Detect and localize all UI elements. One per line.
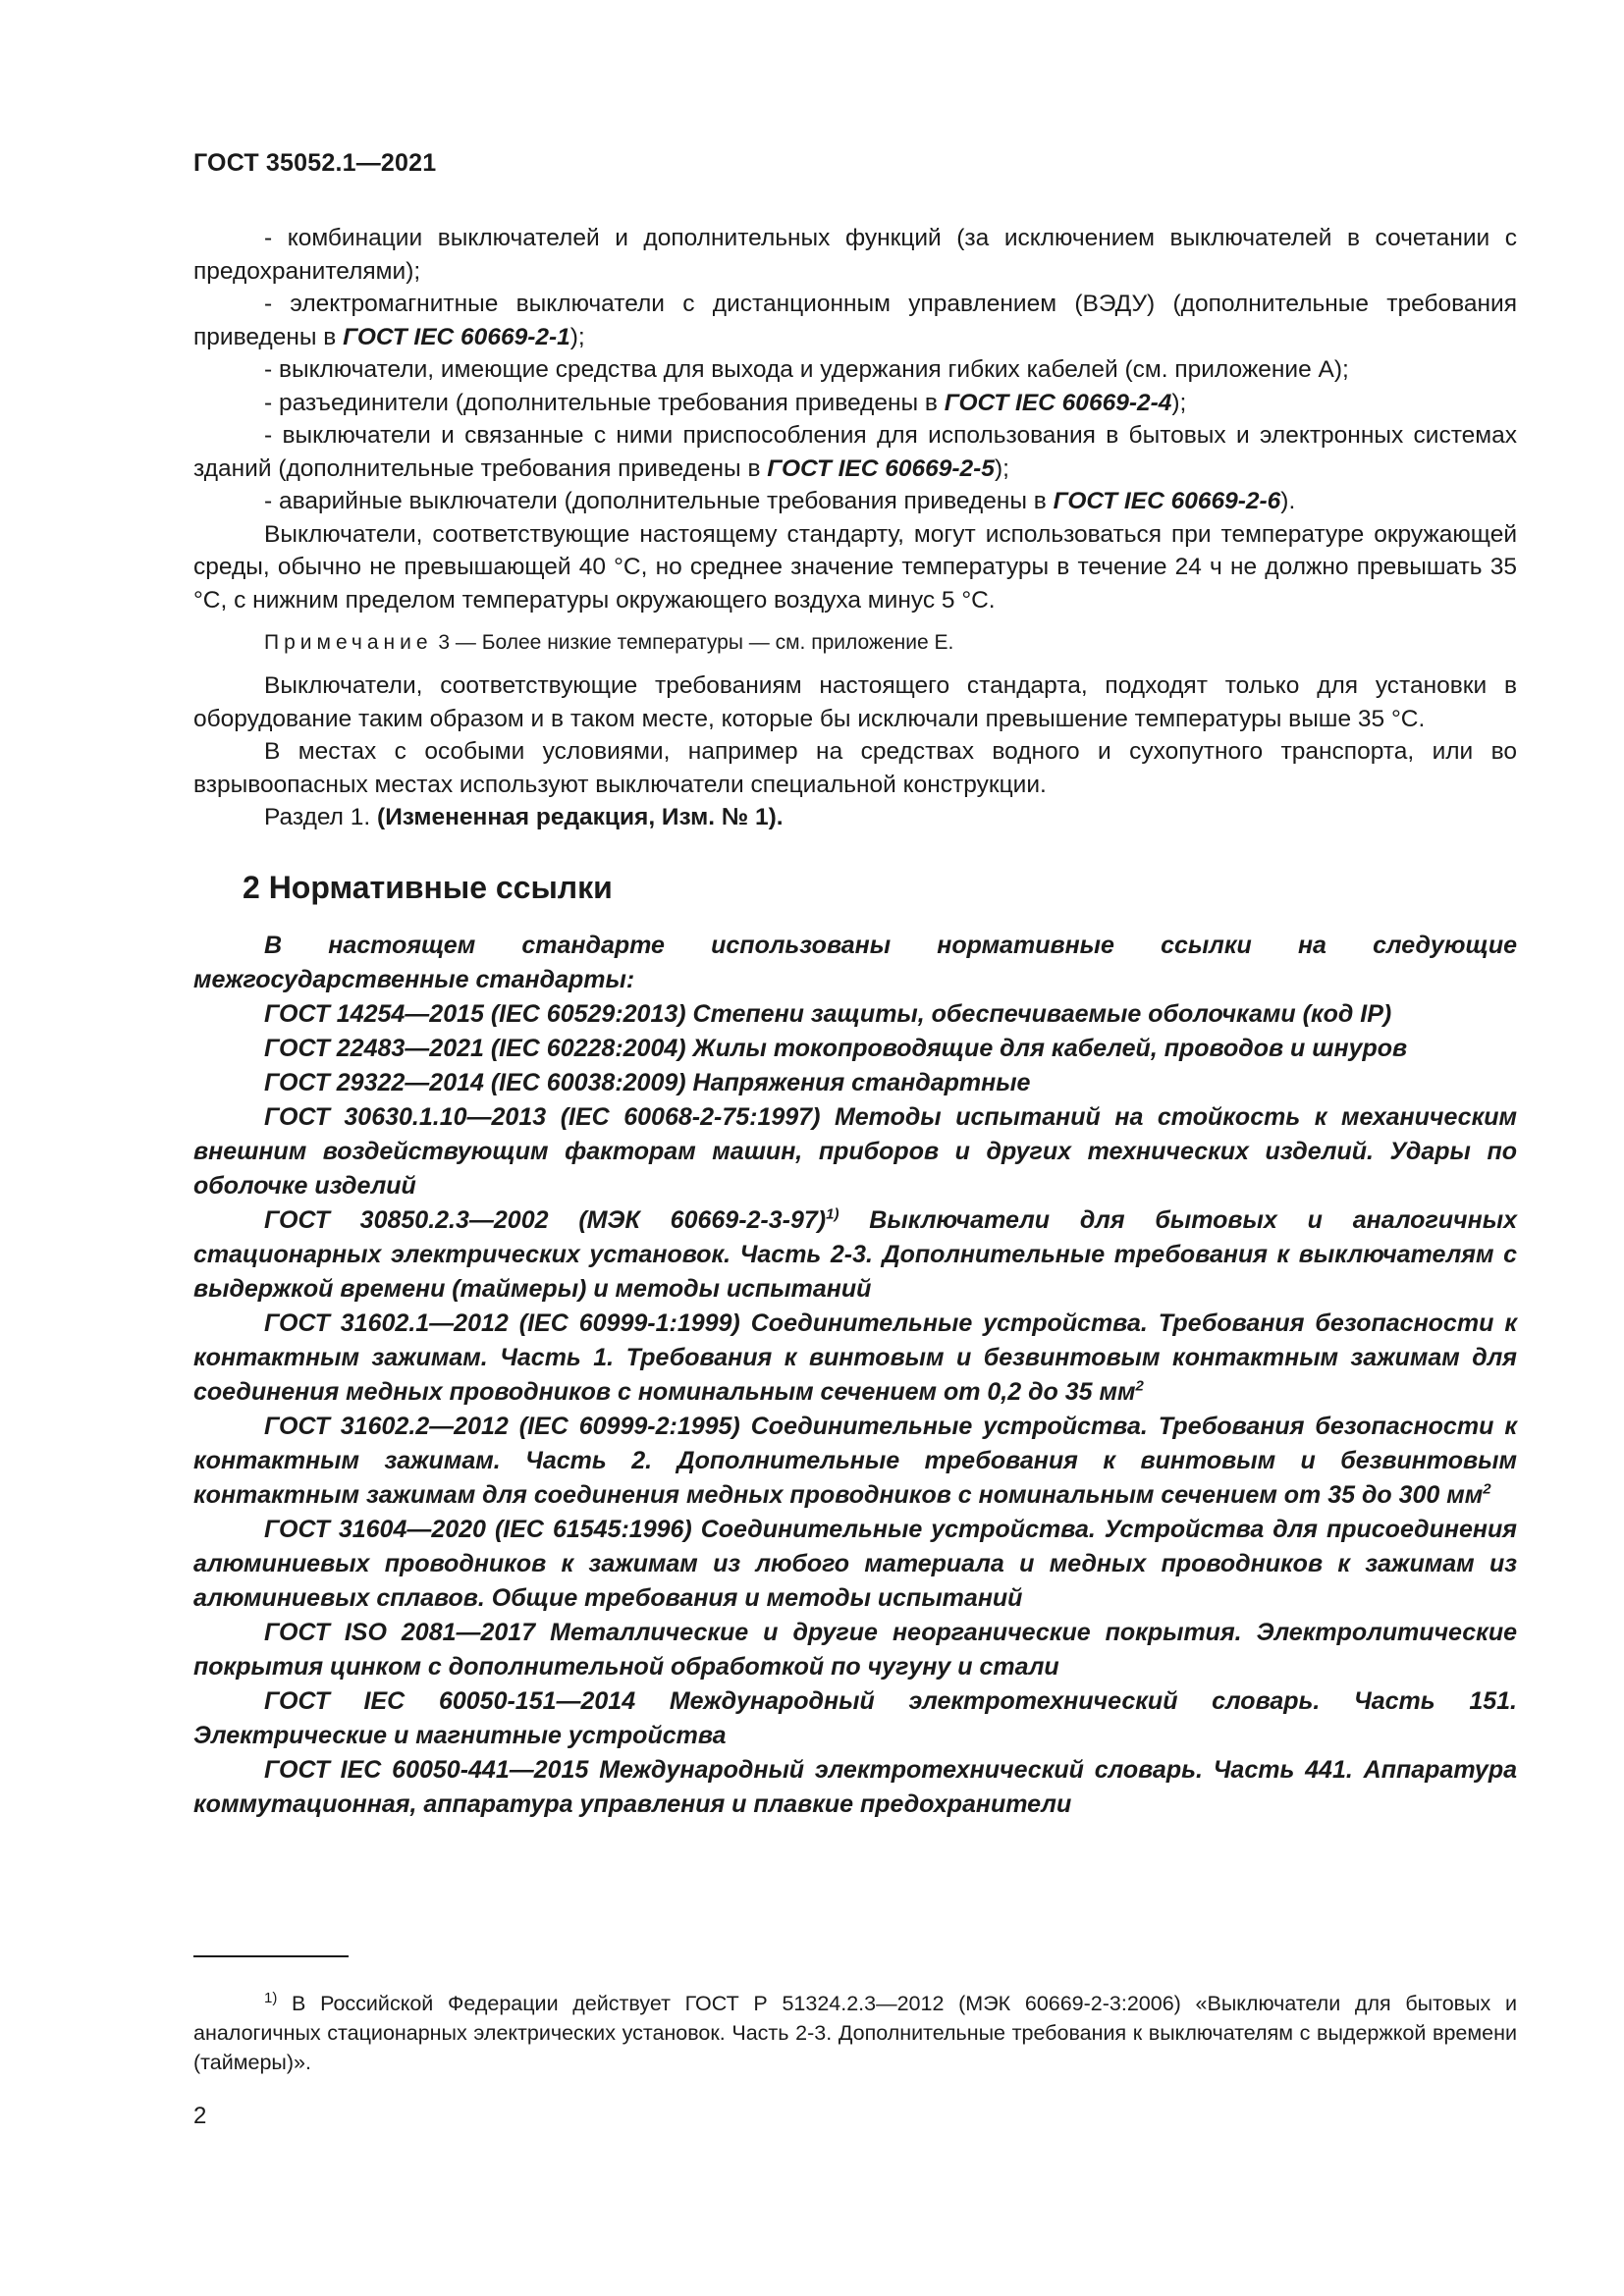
reference-item: ГОСТ 31602.2—2012 (IEC 60999-2:1995) Соединительные устройства. Требования безопасности к контактным зажимам. Часть 2. Дополнительные требования к винтовым и безвинтовым контактным зажимам для соединения медных проводников с номинальным сечением от 35 до 300 $мм^2$ xyxy=(193,1412,1517,1509)
list-item: - разъединители (дополнительные требования приведены в ГОСТ IEC 60669-2-4); xyxy=(264,389,1187,416)
section-title: 2 Нормативные ссылки xyxy=(243,869,613,905)
paragraph-temperature: Выключатели, соответствующие настоящему стандарту, могут использоваться при температуре окружающей среды, обычно не превышающей 40 °С, но среднее значение температуры в течение 24 ч не должно превышать 35 °С, с нижним пределом температуры окружающего воздуха минус 5 °С. xyxy=(193,520,1517,614)
reference-item: ГОСТ 30850.2.3—2002 (МЭК 60669-2-3-97)$^{1)}$ Выключатели для бытовых и аналогичных стационарных электрических установок. Часть 2-3. Дополнительные требования к выключателям с выдержкой времени (таймеры) и методы испытаний xyxy=(193,1205,1517,1303)
reference-item: ГОСТ 31602.1—2012 (IEC 60999-1:1999) Соединительные устройства. Требования безопасности к контактным зажимам. Часть 1. Требования к винтовым и безвинтовым контактным зажимам для соединения медных проводников с номинальным сечением от 0,2 до 35 $мм^2$ xyxy=(193,1308,1517,1406)
reference-item: ГОСТ 14254—2015 (IEC 60529:2013) Степени защиты, обеспечиваемые оболочками (код IP) xyxy=(264,999,1392,1028)
footnote-divider xyxy=(193,1955,349,1957)
reference-item: ГОСТ 22483—2021 (IEC 60228:2004) Жилы токопроводящие для кабелей, проводов и шнуров xyxy=(264,1034,1408,1062)
footnote-marker: 1) xyxy=(264,1989,278,2006)
list-item: - аварийные выключатели (дополнительные требования приведены в ГОСТ IEC 60669-2-6). xyxy=(264,488,1296,514)
paragraph-installation: Выключатели, соответствующие требованиям настоящего стандарта, подходят только для установки в оборудование таким образом и в таком месте, которые бы исключали превышение температуры выше 35 °С. xyxy=(193,672,1517,732)
list-item: - выключатели, имеющие средства для выхода и удержания гибких кабелей (см. приложение А); xyxy=(264,356,1349,383)
document-header: ГОСТ 35052.1—2021 xyxy=(193,149,437,177)
reference-item: ГОСТ IEC 60050-151—2014 Международный электротехнический словарь. Часть 151. Электрические и магнитные устройства xyxy=(193,1686,1517,1749)
list-item: - выключатели и связанные с ними приспособления для использования в бытовых и электронных системах зданий (дополнительные требования приведены в ГОСТ IEC 60669-2-5); xyxy=(193,422,1517,482)
footnote-marker: 1) xyxy=(826,1205,839,1223)
document-body xyxy=(193,222,1517,1822)
list-item: - электромагнитные выключатели с дистанционным управлением (ВЭДУ) (дополнительные требования приведены в ГОСТ IEC 60669-2-1); xyxy=(193,291,1517,350)
reference-item: ГОСТ IEC 60050-441—2015 Международный электротехнический словарь. Часть 441. Аппаратура коммутационная, аппаратура управления и плавкие предохранители xyxy=(193,1755,1517,1818)
reference-item: ГОСТ 30630.1.10—2013 (IEC 60068-2-75:1997) Методы испытаний на стойкость к механическим внешним воздействующим факторам машин, приборов и других технических изделий. Удары по оболочке изделий xyxy=(193,1102,1517,1200)
page-number: 2 xyxy=(193,2103,207,2129)
paragraph-edition: Раздел 1. (Измененная редакция, Изм. № 1). xyxy=(264,804,784,830)
note-label: Примечание xyxy=(264,631,433,654)
references-intro: В настоящем стандарте использованы нормативные ссылки на следующие межгосударственные стандарты: xyxy=(193,931,1517,993)
note xyxy=(193,628,1517,658)
standard-reference: ГОСТ IEC 60669-2-1 xyxy=(343,323,570,350)
standard-reference: ГОСТ IEC 60669-2-4 xyxy=(944,389,1172,416)
paragraph-special-conditions: В местах с особыми условиями, например на средствах водного и сухопутного транспорта, или во взрывоопасных местах используют выключатели специальной конструкции. xyxy=(193,738,1517,798)
list-item: - комбинации выключателей и дополнительных функций (за исключением выключателей в сочетании с предохранителями); xyxy=(193,225,1517,285)
footnote: $^{1)}$ В Российской Федерации действует ГОСТ Р 51324.2.3—2012 (МЭК 60669-2-3:2006) «Выключатели для бытовых и аналогичных стационарных электрических установок. Часть 2-3. Дополнительные требования к выключателям с выдержкой времени (таймеры)». xyxy=(193,1989,1517,2074)
reference-item: ГОСТ 29322—2014 (IEC 60038:2009) Напряжения стандартные xyxy=(264,1068,1031,1096)
standard-reference: ГОСТ IEC 60669-2-6 xyxy=(1053,488,1281,514)
note-text: 3 — Более низкие температуры — см. приложение Е. xyxy=(438,631,954,654)
reference-item: ГОСТ 31604—2020 (IEC 61545:1996) Соединительные устройства. Устройства для присоединения алюминиевых проводников к зажимам из любого материала и медных проводников к зажимам из алюминиевых сплавов. Общие требования и методы испытаний xyxy=(193,1515,1517,1612)
standard-reference: ГОСТ IEC 60669-2-5 xyxy=(767,454,995,482)
reference-item: ГОСТ ISO 2081—2017 Металлические и другие неорганические покрытия. Электролитические покрытия цинком с дополнительной обработкой по чугуну и стали xyxy=(193,1618,1517,1681)
normative-references xyxy=(193,929,1517,1822)
